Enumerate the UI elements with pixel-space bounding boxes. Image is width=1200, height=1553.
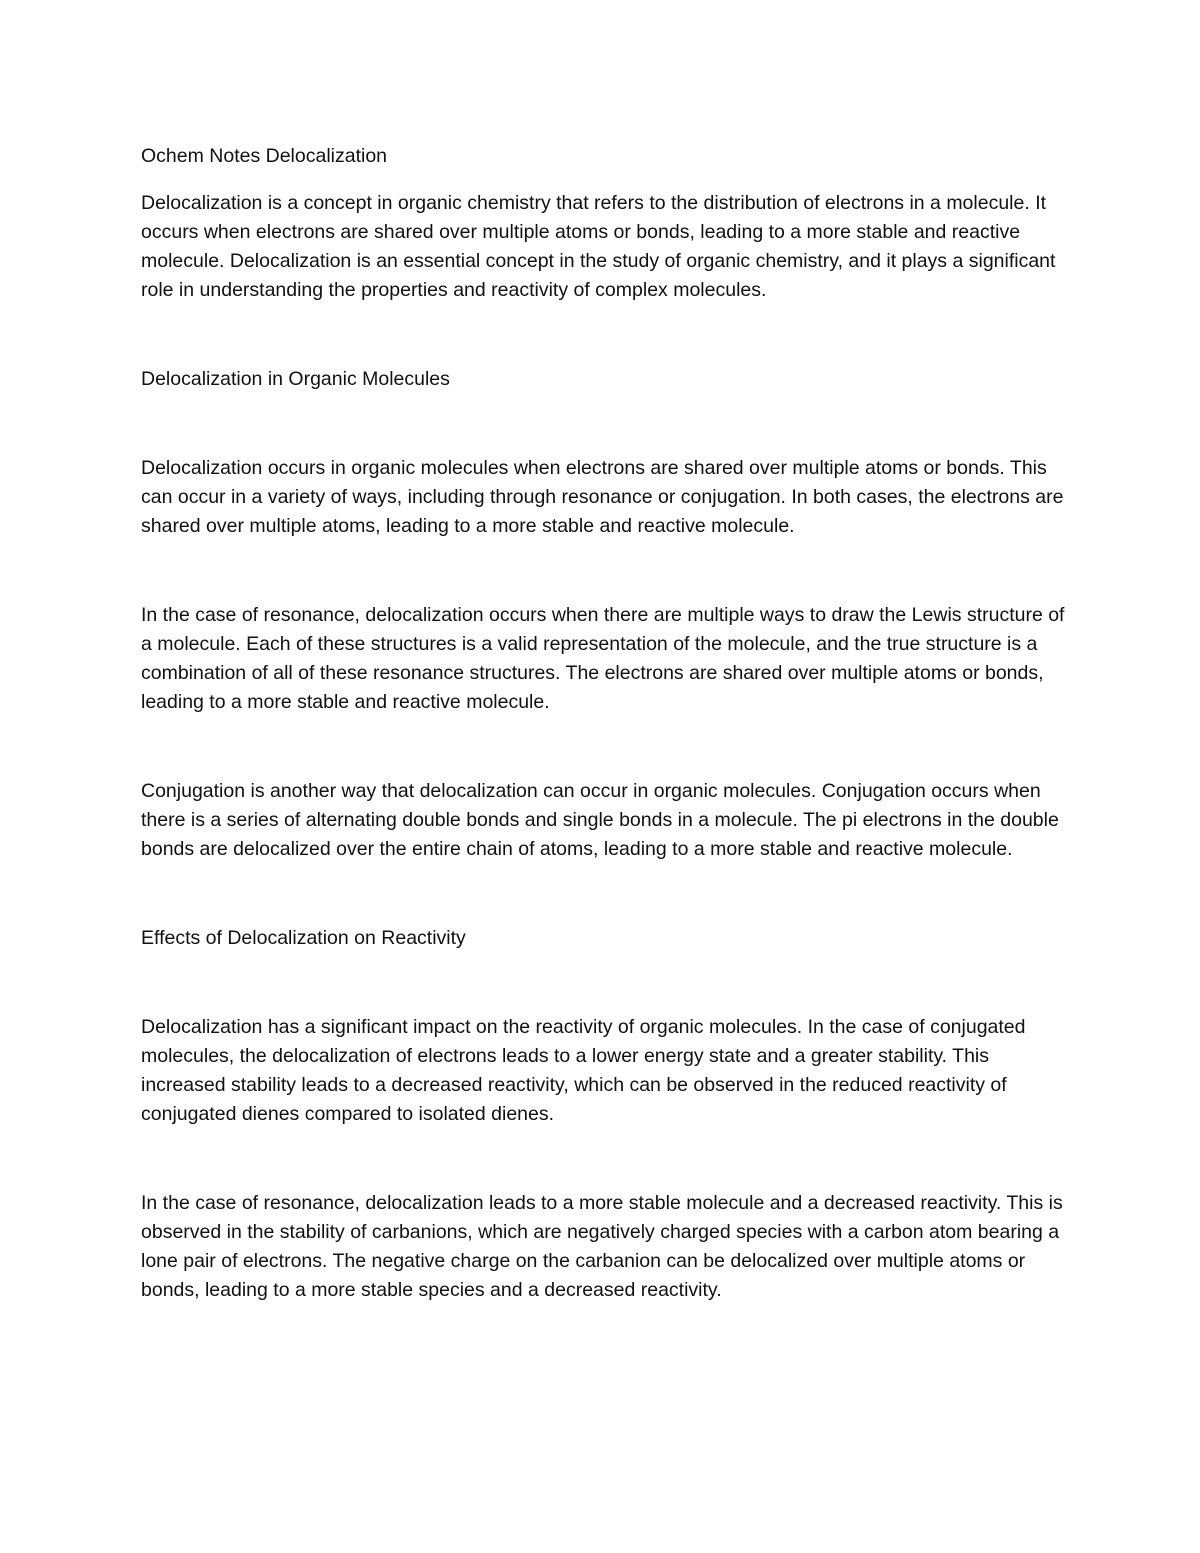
paragraph: Delocalization occurs in organic molecules when electrons are shared over multiple atoms or bonds. This can occur in a variety of ways, including through resonance or conjugation. In both cases, the electrons are shared over multiple atoms, leading to a more stable and reactive molecule. [141,457,1064,537]
section-heading-organic-molecules: Delocalization in Organic Molecules [141,368,450,390]
paragraph: Conjugation is another way that delocalization can occur in organic molecules. Conjugation occurs when there is a series of alternating double bonds and single bonds in a molecule. The pi electrons in the double bonds are delocalized over the entire chain of atoms, leading to a more stable and reactive molecule. [141,780,1059,860]
document-body [141,142,1071,1305]
intro-paragraph: Delocalization is a concept in organic chemistry that refers to the distribution of electrons in a molecule. It occurs when electrons are shared over multiple atoms or bonds, leading to a more stable and reactive molecule. Delocalization is an essential concept in the study of organic chemistry, and it plays a significant role in understanding the properties and reactivity of complex molecules. [141,192,1056,301]
section-heading-reactivity: Effects of Delocalization on Reactivity [141,927,466,949]
paragraph: In the case of resonance, delocalization leads to a more stable molecule and a decreased reactivity. This is observed in the stability of carbanions, which are negatively charged species with a carbon atom bearing a lone pair of electrons. The negative charge on the carbanion can be delocalized over multiple atoms or bonds, leading to a more stable species and a decreased reactivity. [141,1192,1063,1301]
document-title: Ochem Notes Delocalization [141,145,388,167]
paragraph: Delocalization has a significant impact on the reactivity of organic molecules. In the case of conjugated molecules, the delocalization of electrons leads to a lower energy state and a greater stability. This increased stability leads to a decreased reactivity, which can be observed in the reduced reactivity of conjugated dienes compared to isolated dienes. [141,1016,1026,1125]
paragraph: In the case of resonance, delocalization occurs when there are multiple ways to draw the Lewis structure of a molecule. Each of these structures is a valid representation of the molecule, and the true structure is a combination of all of these resonance structures. The electrons are shared over multiple atoms or bonds, leading to a more stable and reactive molecule. [141,604,1065,713]
